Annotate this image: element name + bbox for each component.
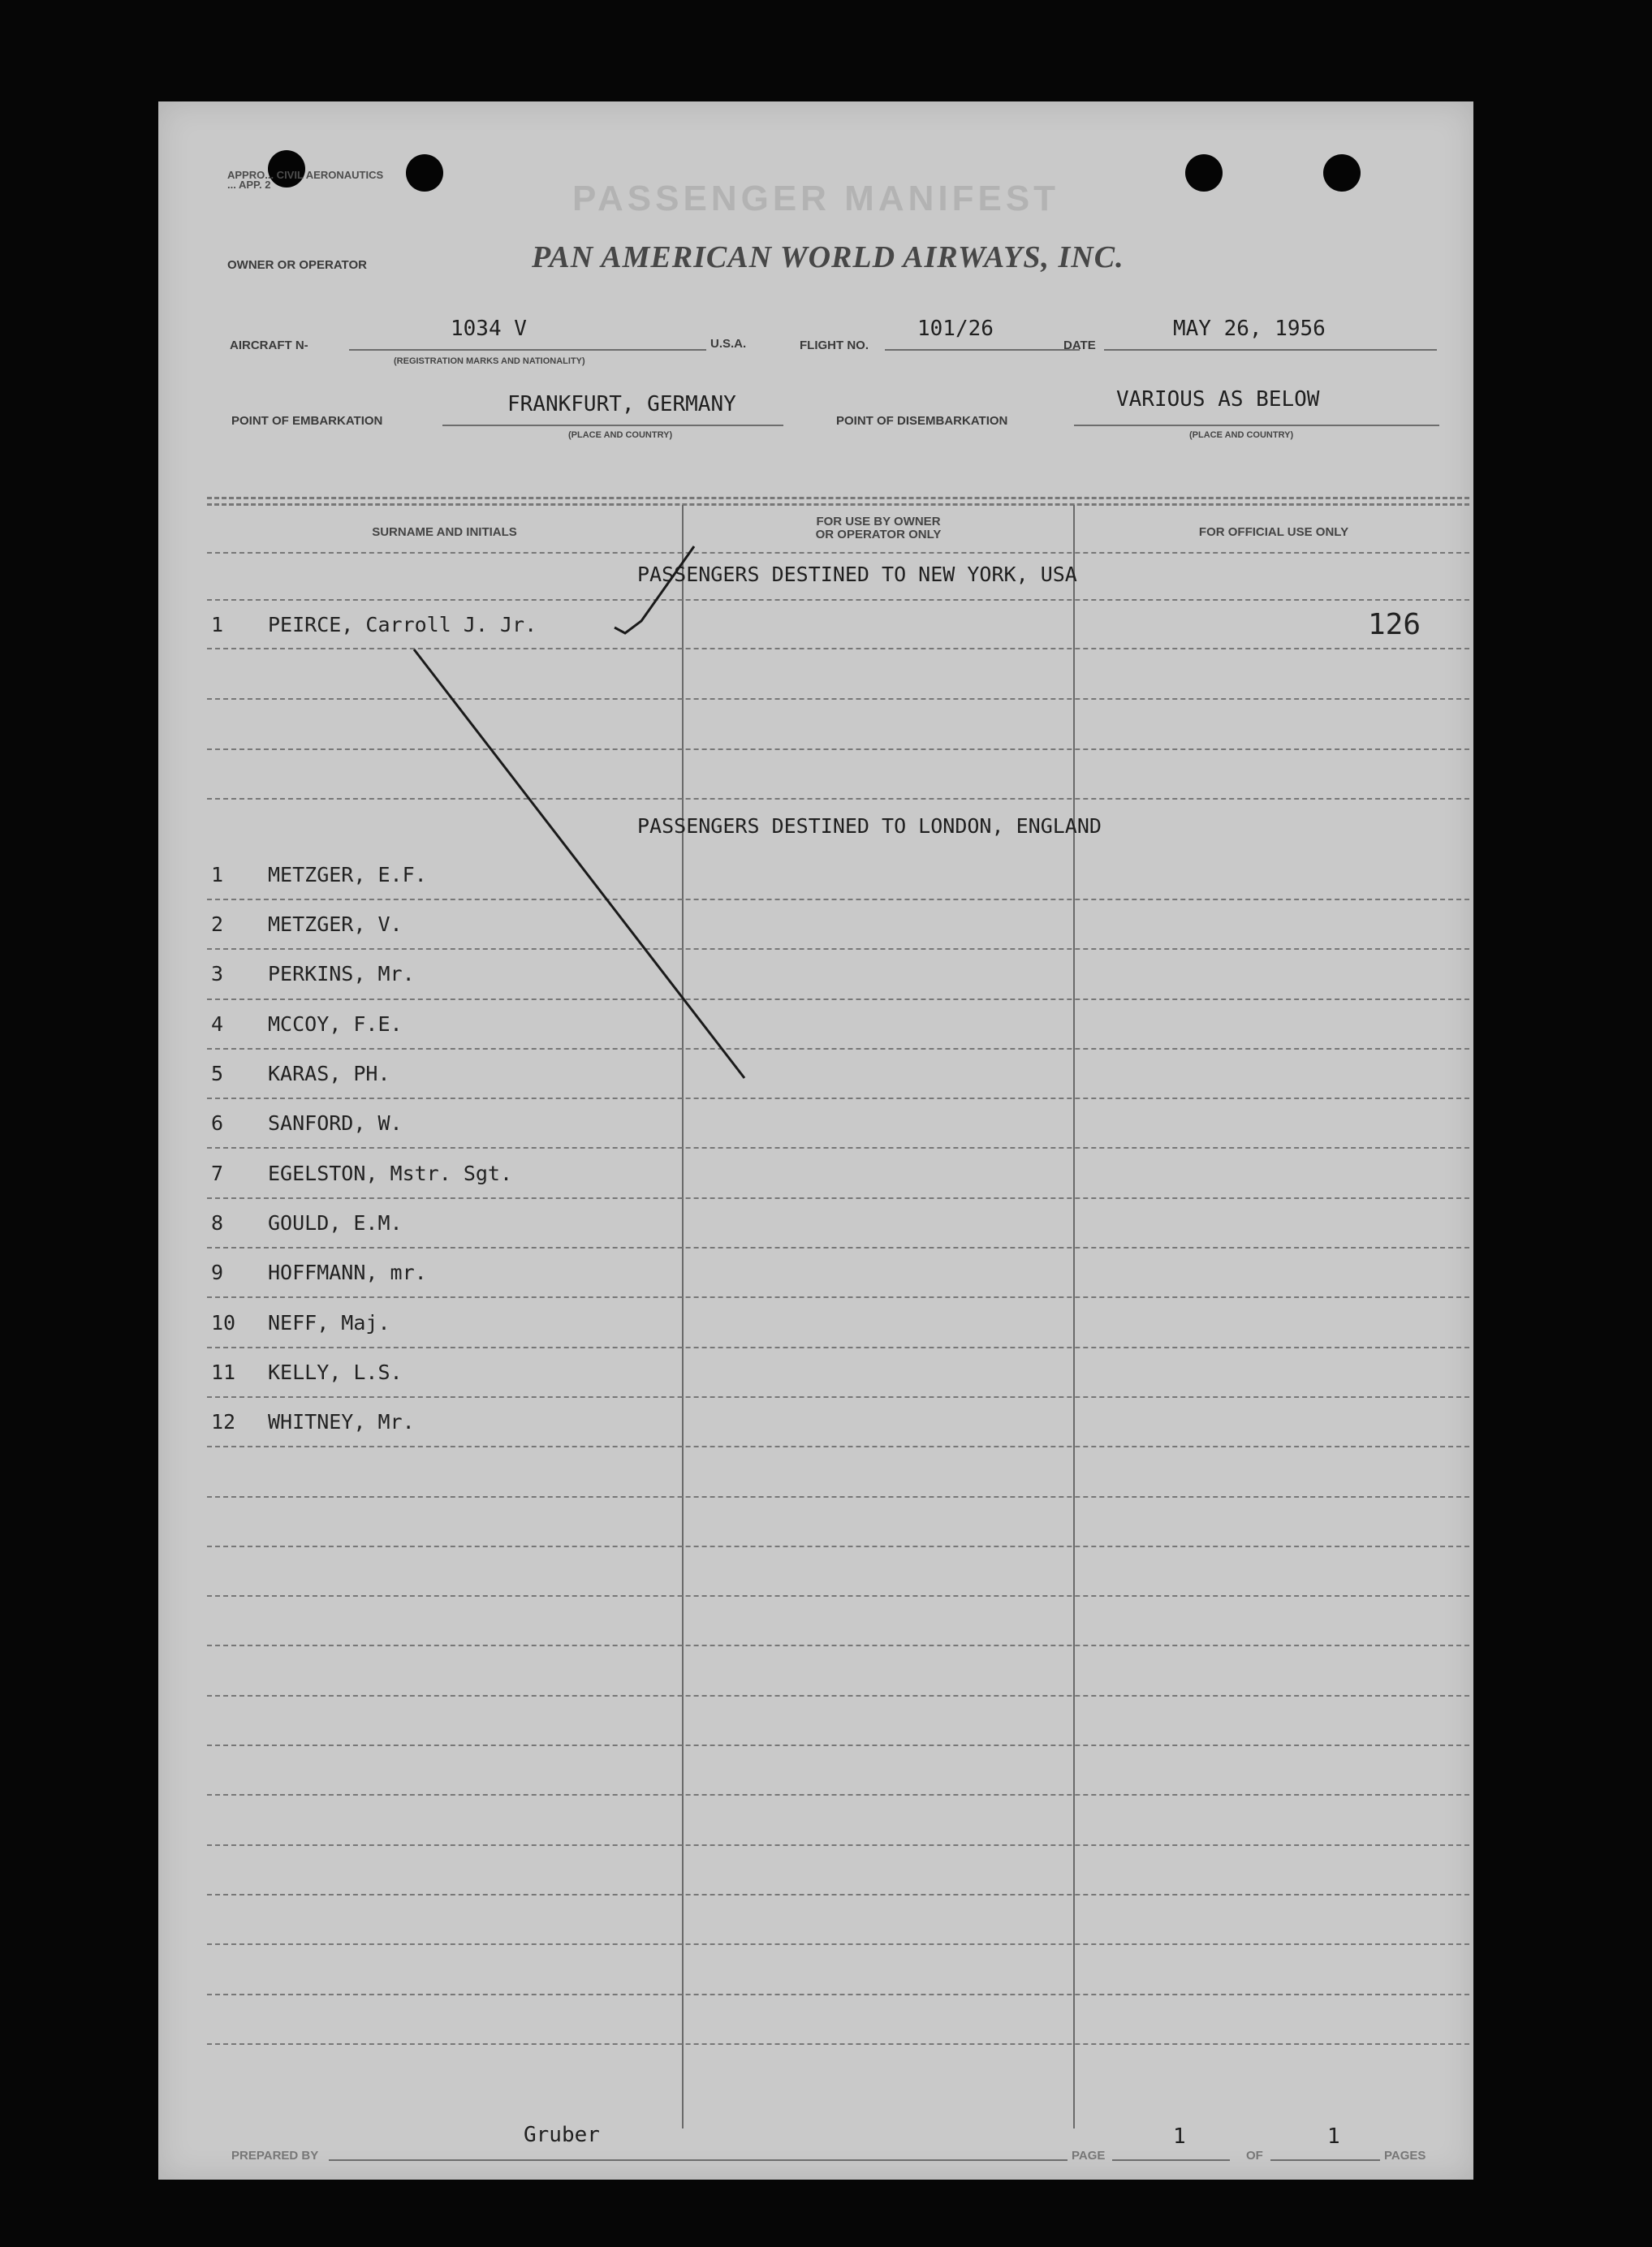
flight-label: FLIGHT NO. <box>800 339 869 352</box>
row-number: 2 <box>211 912 224 936</box>
disembark-note: (PLACE AND COUNTRY) <box>1189 430 1294 440</box>
row-number: 8 <box>211 1211 224 1235</box>
row-number: 4 <box>211 1012 224 1036</box>
of-label: OF <box>1246 2149 1263 2163</box>
row-number: 9 <box>211 1261 224 1284</box>
aircraft-note: (REGISTRATION MARKS AND NATIONALITY) <box>394 356 585 366</box>
strike-line <box>414 649 744 1078</box>
pages-label: PAGES <box>1384 2149 1426 2163</box>
aircraft-label: AIRCRAFT N- <box>230 339 308 352</box>
date-label: DATE <box>1063 339 1096 352</box>
pen-marks <box>158 101 1473 2180</box>
row-number: 10 <box>211 1311 236 1335</box>
aircraft-value: 1034 V <box>451 317 527 341</box>
row-number: 7 <box>211 1162 224 1185</box>
manifest-page <box>158 101 1473 2180</box>
passenger-name: PEIRCE, Carroll J. Jr. <box>268 613 537 636</box>
page-label: PAGE <box>1072 2149 1106 2163</box>
owner-label: OWNER OR OPERATOR <box>227 258 367 272</box>
check-mark <box>615 546 694 633</box>
page-total: 1 <box>1327 2124 1340 2149</box>
owner-use-header-2: OR OPERATOR ONLY <box>815 528 942 541</box>
passenger-name: METZGER, V. <box>268 912 403 936</box>
official-use-header: FOR OFFICIAL USE ONLY <box>1198 525 1349 539</box>
embark-note: (PLACE AND COUNTRY) <box>568 430 673 440</box>
official-number: 126 <box>1368 608 1421 641</box>
country-label: U.S.A. <box>710 337 747 351</box>
flight-number: 101/26 <box>917 317 994 341</box>
row-number: 1 <box>211 863 224 886</box>
row-number: 6 <box>211 1111 224 1135</box>
passenger-name: METZGER, E.F. <box>268 863 427 886</box>
surname-column-header: SURNAME AND INITIALS <box>372 525 517 539</box>
passenger-name: KELLY, L.S. <box>268 1361 403 1384</box>
passenger-name: WHITNEY, Mr. <box>268 1410 415 1434</box>
embark-label: POINT OF EMBARKATION <box>231 414 383 428</box>
embarkation-value: FRANKFURT, GERMANY <box>507 392 736 416</box>
passenger-name: GOULD, E.M. <box>268 1211 403 1235</box>
row-number: 1 <box>211 613 224 636</box>
prepared-by-value: Gruber <box>524 2123 600 2147</box>
row-number: 12 <box>211 1410 236 1434</box>
passenger-name: EGELSTON, Mstr. Sgt. <box>268 1162 513 1185</box>
section-heading: PASSENGERS DESTINED TO LONDON, ENGLAND <box>637 814 1102 838</box>
page-number: 1 <box>1173 2124 1186 2149</box>
passenger-name: MCCOY, F.E. <box>268 1012 403 1036</box>
prepared-by-label: PREPARED BY <box>231 2149 319 2163</box>
passenger-name: HOFFMANN, mr. <box>268 1261 427 1284</box>
section-heading: PASSENGERS DESTINED TO NEW YORK, USA <box>637 563 1077 586</box>
passenger-name: SANFORD, W. <box>268 1111 403 1135</box>
passenger-name: NEFF, Maj. <box>268 1311 390 1335</box>
disembarkation-value: VARIOUS AS BELOW <box>1116 387 1320 412</box>
row-number: 11 <box>211 1361 236 1384</box>
document-title: PASSENGER MANIFEST <box>572 179 1060 218</box>
owner-use-header-1: FOR USE BY OWNER <box>816 515 941 528</box>
passenger-name: PERKINS, Mr. <box>268 962 415 985</box>
date-value: MAY 26, 1956 <box>1173 317 1326 341</box>
row-number: 3 <box>211 962 224 985</box>
form-code: APPRO... CIVIL AERONAUTICS ... APP. 2 <box>227 169 384 191</box>
row-number: 5 <box>211 1062 224 1085</box>
disembark-label: POINT OF DISEMBARKATION <box>836 414 1008 428</box>
passenger-name: KARAS, PH. <box>268 1062 390 1085</box>
operator-name: PAN AMERICAN WORLD AIRWAYS, INC. <box>532 240 1124 274</box>
